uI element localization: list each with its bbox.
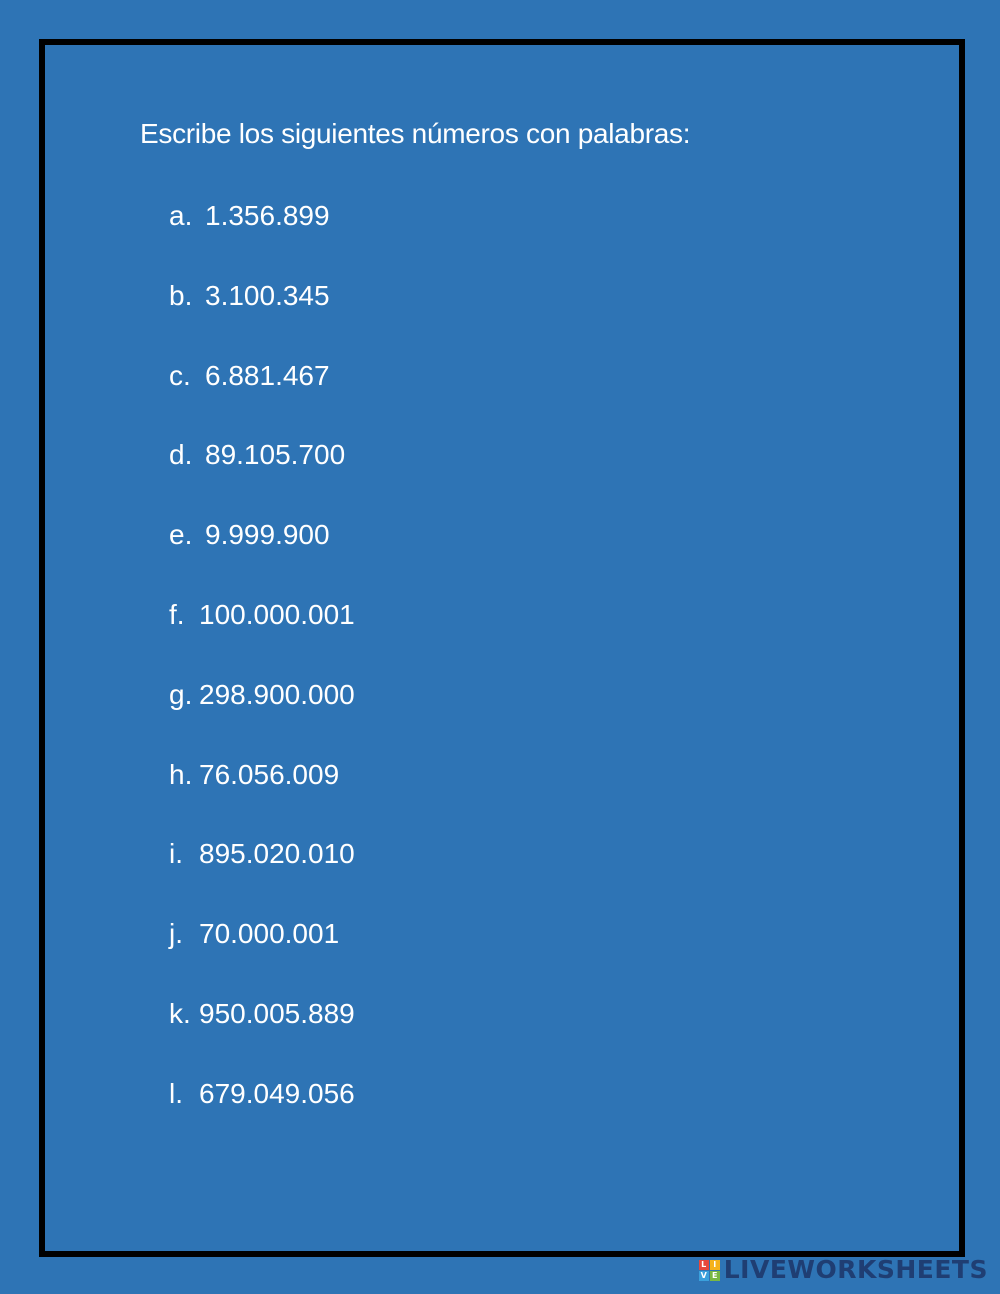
list-item bbox=[169, 595, 355, 675]
item-number: 895.020.010 bbox=[199, 838, 355, 870]
item-letter: k. bbox=[169, 997, 191, 1029]
item-number: 3.100.345 bbox=[205, 279, 330, 311]
item-number: 100.000.001 bbox=[199, 598, 355, 630]
numbers-list bbox=[169, 196, 355, 1154]
item-number: 70.000.001 bbox=[199, 918, 340, 950]
logo-cell: I bbox=[710, 1260, 720, 1270]
item-number: 679.049.056 bbox=[199, 1077, 355, 1109]
list-item bbox=[169, 515, 355, 595]
item-letter: b. bbox=[169, 279, 193, 311]
item-number: 89.105.700 bbox=[205, 439, 346, 471]
list-item bbox=[169, 914, 355, 994]
logo-cell: E bbox=[710, 1271, 720, 1281]
list-item bbox=[169, 276, 355, 356]
item-letter: i. bbox=[169, 838, 183, 870]
item-letter: a. bbox=[169, 200, 193, 231]
logo-cell: V bbox=[700, 1270, 707, 1280]
item-letter: e. bbox=[169, 519, 193, 551]
logo-cell: L bbox=[699, 1260, 709, 1270]
list-item bbox=[169, 435, 355, 515]
item-number: 1.356.899 bbox=[205, 200, 330, 231]
item-number: 6.881.467 bbox=[205, 359, 330, 391]
item-letter: c. bbox=[169, 359, 191, 391]
item-letter: j. bbox=[169, 918, 183, 950]
logo-text: LIVEWORKSHEETS bbox=[723, 1255, 988, 1284]
item-number: 76.056.009 bbox=[199, 758, 340, 790]
item-number: 9.999.900 bbox=[205, 519, 330, 551]
list-item bbox=[169, 834, 355, 914]
list-item bbox=[169, 1074, 355, 1154]
item-letter: h. bbox=[169, 758, 193, 790]
liveworksheets-logo[interactable] bbox=[699, 1256, 988, 1284]
item-number: 298.900.000 bbox=[199, 678, 355, 710]
list-item bbox=[169, 755, 355, 835]
item-number: 950.005.889 bbox=[199, 997, 355, 1029]
list-item bbox=[169, 675, 355, 755]
item-letter: f. bbox=[169, 598, 185, 630]
liveworksheets-logo-icon bbox=[699, 1260, 720, 1281]
list-item bbox=[169, 994, 355, 1074]
item-letter: l. bbox=[169, 1077, 183, 1109]
list-item bbox=[169, 196, 355, 276]
item-letter: g. bbox=[169, 678, 193, 710]
worksheet-title: Escribe los siguientes números con palabras: bbox=[140, 118, 691, 149]
item-letter: d. bbox=[169, 439, 193, 471]
list-item bbox=[169, 356, 355, 436]
